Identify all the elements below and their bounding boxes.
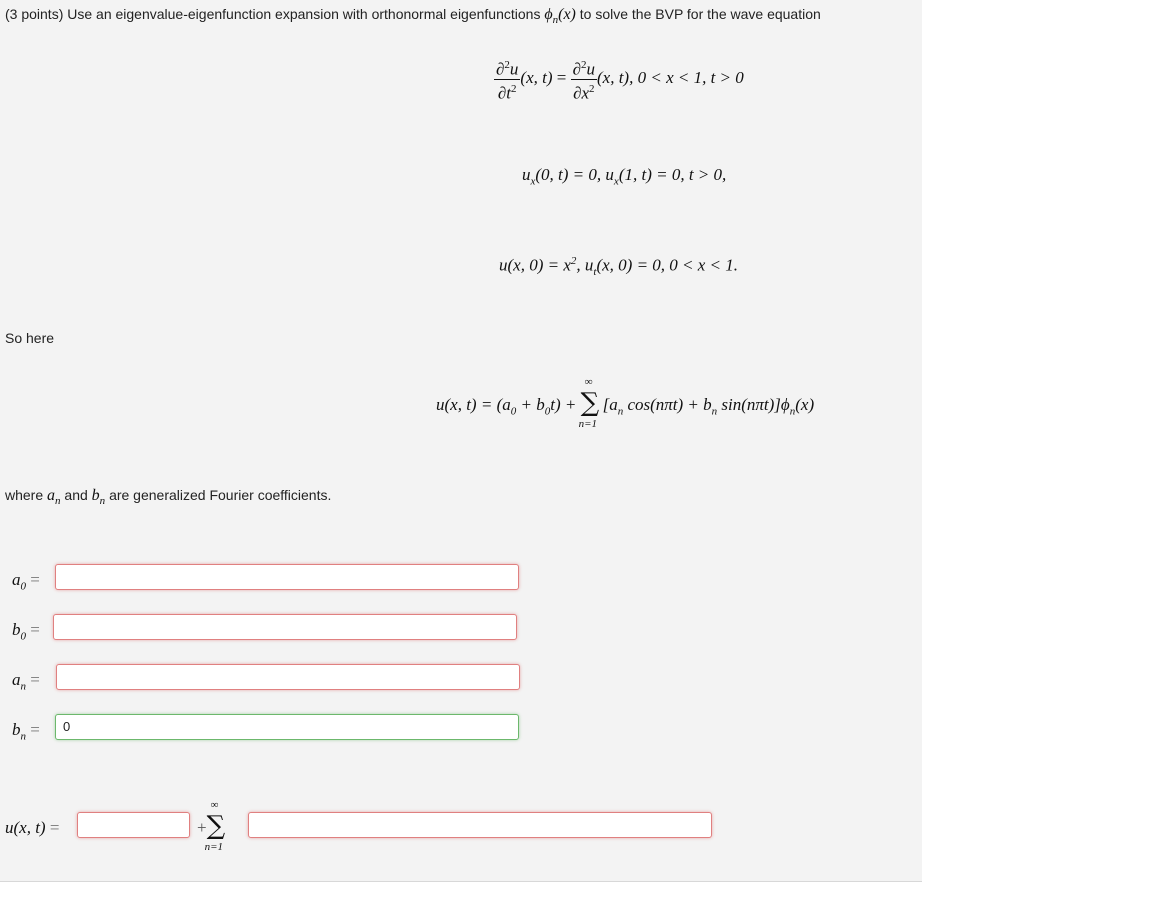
intro-end-text: to solve the BVP for the wave equation — [579, 6, 821, 22]
sum-symbol: ∑ ∞ n=1 — [578, 376, 600, 431]
intro-text: (3 points) Use an eigenvalue-eigenfunction expansion with orthonormal eigenfunctions — [5, 6, 541, 22]
solution-series: u(x, $t) = (a_0 + b_0t)$ + ∑ ∞ n=1 [$a_n$ $\cos(n\pi t) + b_n$ $\sin(n\pi t)]\phi_n(x)$ — [436, 376, 815, 431]
where-text: where $a_n$ and $b_n$ are generalized Fourier coefficients. — [5, 487, 332, 508]
problem-statement — [5, 6, 821, 26]
u-series-input[interactable] — [248, 812, 712, 838]
b0-label: $b_0$ = — [12, 620, 40, 643]
d2u-dx2: $\frac{\partial^2u}{\partial x^2}$ — [571, 56, 597, 102]
so-here-text: So here — [5, 330, 55, 346]
initial-conditions: u(x, $0) = x^2$, $u_t(x$, 0) = 0, 0 < x < 1. — [499, 255, 739, 279]
boundary-conditions: $u_x(0$, t) = 0, $u_x(1$, t) = 0, t > 0, — [522, 165, 727, 188]
an-input[interactable] — [56, 664, 520, 690]
d2u-dt2: $\frac{\partial^2u}{\partial t^2}$ — [494, 56, 520, 102]
an-label: $a_n$ = — [12, 670, 40, 693]
sum-symbol-answer: ∑ ∞ n=1 — [204, 799, 226, 854]
a0-label: $a_0$ = — [12, 570, 40, 593]
pde-equation: $\frac{\partial^2u}{\partial t^2}$ (x, t) = $\frac{\partial^2u}{\partial x^2}$ (x, t), 0 < x < 1, t > 0 — [494, 56, 744, 102]
phi-n-x: $\phi_n(x)$ — [544, 6, 576, 27]
u-label: u(x, t) = — [5, 818, 60, 837]
bn-label: $b_n$ = — [12, 720, 40, 743]
bn-input[interactable]: 0 — [55, 714, 519, 740]
plus-sum: + ∑ ∞ n=1 — [197, 818, 229, 839]
u-constant-input[interactable] — [77, 812, 190, 838]
a0-input[interactable] — [55, 564, 519, 590]
b0-input[interactable] — [53, 614, 517, 640]
